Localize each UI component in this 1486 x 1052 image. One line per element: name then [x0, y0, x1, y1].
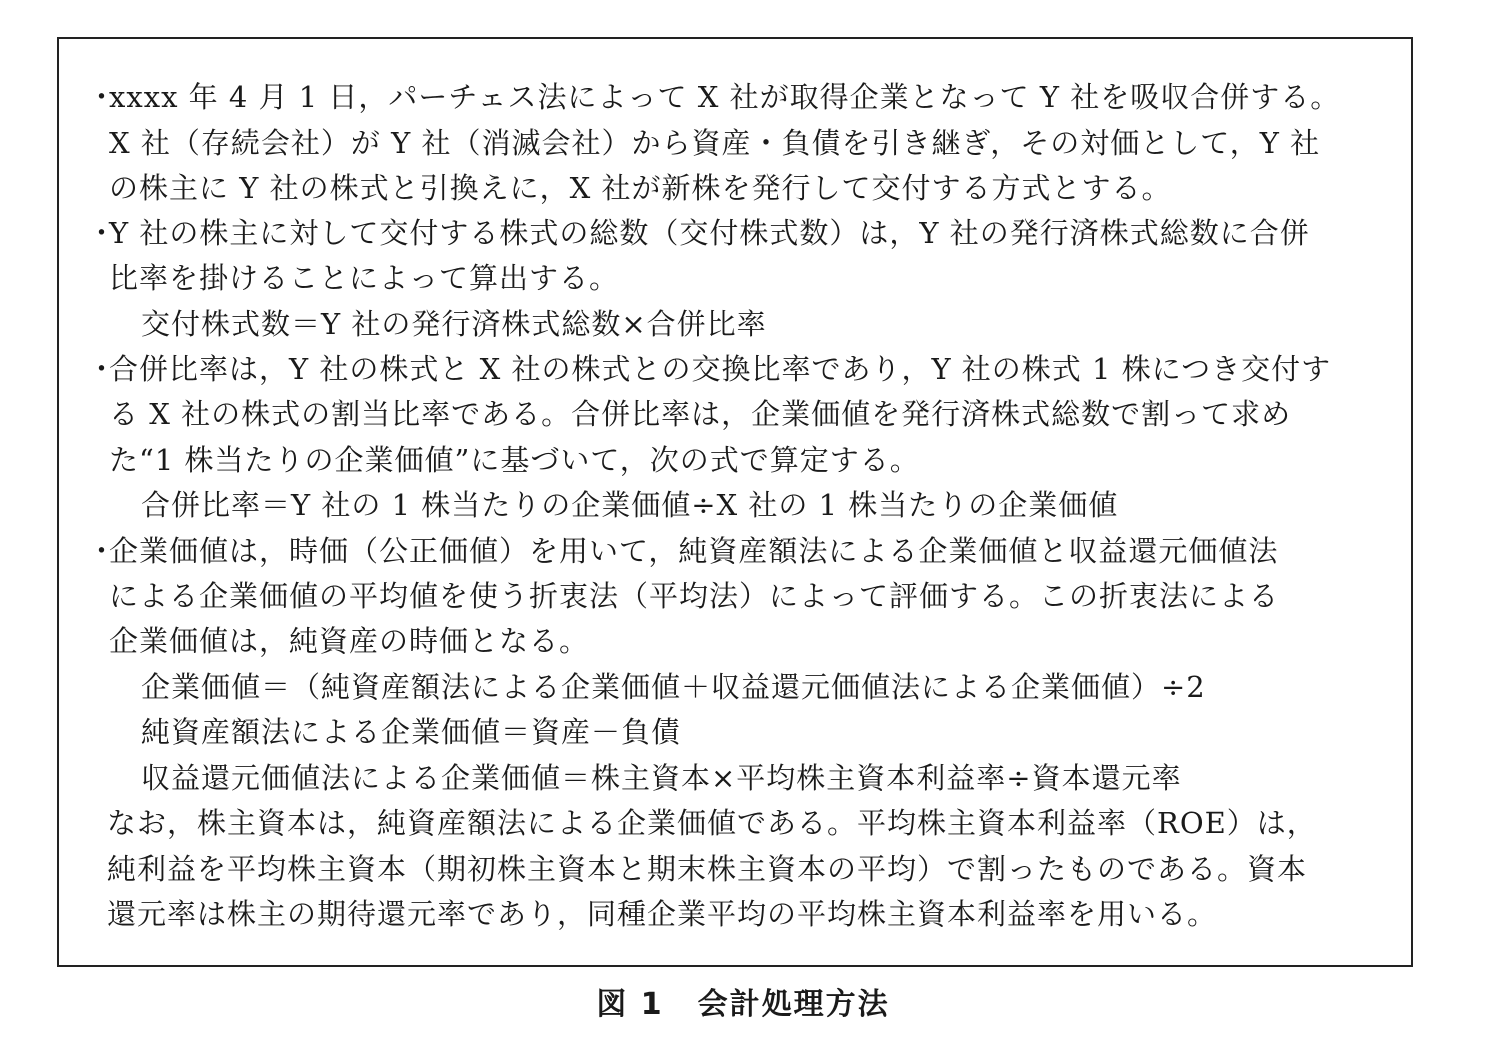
bullet-marker: ・ [87, 352, 118, 386]
note-line-1: なお，株主資本は，純資産額法による企業価値である。平均株主資本利益率（ROE）は， [107, 806, 1317, 840]
note-line-2: 純利益を平均株主資本（期初株主資本と期末株主資本の平均）で割ったものである。資本 [107, 852, 1308, 886]
bullet-3-line-3: た“1 株当たりの企業価値”に基づいて，次の式で算定する。 [109, 443, 920, 477]
method-content [59, 39, 1411, 965]
figure-title: 会計処理方法 [697, 987, 890, 1022]
formula-income-method: 収益還元価値法による企業価値＝株主資本×平均株主資本利益率÷資本還元率 [141, 761, 1182, 795]
note-line-3: 還元率は株主の期待還元率であり，同種企業平均の平均株主資本利益率を用いる。 [107, 897, 1218, 931]
bullet-2-line-1: ・Y 社の株主に対して交付する株式の総数（交付株式数）は，Y 社の発行済株式総数に合併 [87, 213, 1310, 253]
formula-net-asset-method: 純資産額法による企業価値＝資産－負債 [141, 715, 682, 749]
bullet-1-line-2: X 社（存続会社）が Y 社（消滅会社）から資産・負債を引き継ぎ，その対価として，Y 社 [109, 126, 1321, 160]
formula-enterprise-value: 企業価値＝（純資産額法による企業価値＋収益還元価値法による企業価値）÷2 [141, 670, 1206, 704]
method-box [57, 37, 1413, 967]
bullet-marker: ・ [87, 80, 118, 114]
figure-caption [0, 985, 1486, 1025]
bullet-4-line-3: 企業価値は，純資産の時価となる。 [109, 624, 590, 658]
formula-issued-shares: 交付株式数＝Y 社の発行済株式総数×合併比率 [141, 307, 767, 341]
bullet-3-line-1: ・合併比率は，Y 社の株式と X 社の株式との交換比率であり，Y 社の株式 1 株につき交付す [87, 349, 1331, 389]
bullet-2-line-2: 比率を掛けることによって算出する。 [109, 261, 620, 295]
bullet-marker: ・ [87, 216, 118, 250]
bullet-4-line-2: による企業価値の平均値を使う折衷法（平均法）によって評価する。この折衷法による [109, 579, 1280, 613]
bullet-1-line-1: ・xxxx 年 4 月 1 日，パーチェス法によって X 社が取得企業となって Y 社を吸収合併する。 [87, 77, 1340, 117]
bullet-1-line-3: の株主に Y 社の株式と引換えに，X 社が新株を発行して交付する方式とする。 [109, 171, 1172, 205]
bullet-marker: ・ [87, 534, 118, 568]
bullet-4-line-1: ・企業価値は，時価（公正価値）を用いて，純資産額法による企業価値と収益還元価値法 [87, 531, 1278, 571]
formula-merger-ratio: 合併比率＝Y 社の 1 株当たりの企業価値÷X 社の 1 株当たりの企業価値 [141, 488, 1119, 522]
figure-number: 図 1 [596, 987, 664, 1022]
bullet-3-line-2: る X 社の株式の割当比率である。合併比率は，企業価値を発行済株式総数で割って求め [109, 397, 1292, 431]
